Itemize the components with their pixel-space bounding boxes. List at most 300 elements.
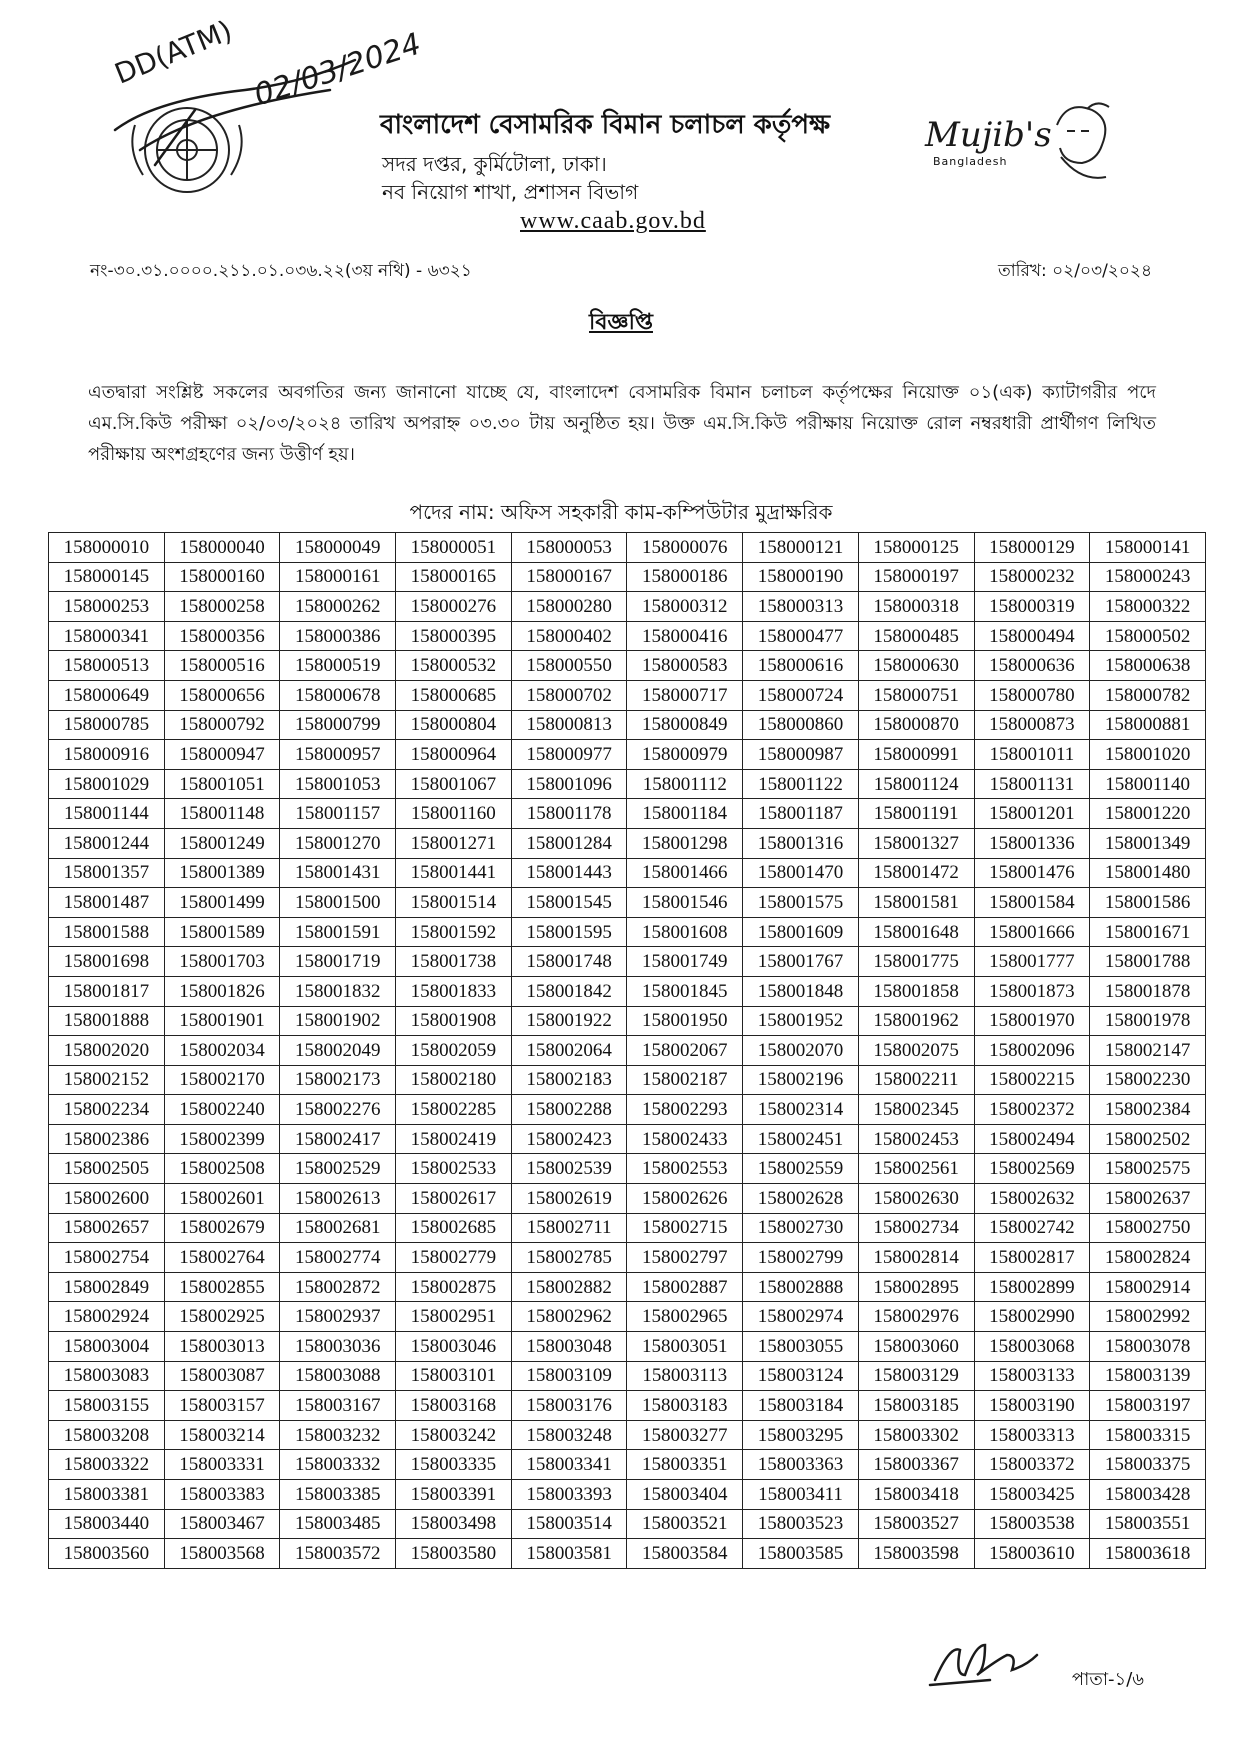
table-row [49, 740, 1206, 770]
roll-number-cell: 158001124 [858, 769, 974, 799]
roll-number-cell: 158001591 [280, 917, 396, 947]
roll-number-cell: 158003176 [511, 1391, 627, 1421]
roll-number-cell: 158000386 [280, 621, 396, 651]
roll-number-cell: 158002974 [743, 1302, 859, 1332]
roll-number-cell: 158002730 [743, 1213, 859, 1243]
roll-number-cell: 158001922 [511, 1006, 627, 1036]
roll-number-cell: 158002187 [627, 1065, 743, 1095]
roll-number-cell: 158000040 [164, 533, 280, 563]
roll-number-cell: 158000145 [49, 562, 165, 592]
roll-number-cell: 158003485 [280, 1509, 396, 1539]
table-row [49, 1213, 1206, 1243]
roll-number-cell: 158000322 [1090, 592, 1206, 622]
roll-number-cell: 158001817 [49, 976, 165, 1006]
roll-number-cell: 158000636 [974, 651, 1090, 681]
roll-number-cell: 158000804 [396, 710, 512, 740]
roll-number-cell: 158003208 [49, 1420, 165, 1450]
roll-number-cell: 158002715 [627, 1213, 743, 1243]
roll-number-cell: 158001140 [1090, 769, 1206, 799]
table-row [49, 917, 1206, 947]
roll-number-cell: 158001952 [743, 1006, 859, 1036]
roll-number-cell: 158002817 [974, 1243, 1090, 1273]
roll-number-cell: 158001270 [280, 828, 396, 858]
roll-number-cell: 158003214 [164, 1420, 280, 1450]
roll-number-cell: 158001476 [974, 858, 1090, 888]
table-row [49, 1036, 1206, 1066]
roll-number-cell: 158003046 [396, 1332, 512, 1362]
roll-number-cell: 158000232 [974, 562, 1090, 592]
roll-number-cell: 158000485 [858, 621, 974, 651]
roll-number-cell: 158002173 [280, 1065, 396, 1095]
roll-number-cell: 158003302 [858, 1420, 974, 1450]
roll-number-cell: 158001666 [974, 917, 1090, 947]
roll-number-table [48, 532, 1206, 1569]
roll-number-cell: 158002779 [396, 1243, 512, 1273]
roll-number-cell: 158000991 [858, 740, 974, 770]
table-row [49, 858, 1206, 888]
roll-number-cell: 158003068 [974, 1332, 1090, 1362]
roll-number-cell: 158000262 [280, 592, 396, 622]
roll-number-cell: 158000395 [396, 621, 512, 651]
table-row [49, 680, 1206, 710]
roll-number-cell: 158000702 [511, 680, 627, 710]
roll-number-cell: 158000049 [280, 533, 396, 563]
roll-number-cell: 158001020 [1090, 740, 1206, 770]
table-row [49, 769, 1206, 799]
roll-number-cell: 158002785 [511, 1243, 627, 1273]
roll-number-cell: 158003101 [396, 1361, 512, 1391]
roll-number-cell: 158003155 [49, 1391, 165, 1421]
roll-number-cell: 158002965 [627, 1302, 743, 1332]
roll-number-cell: 158002797 [627, 1243, 743, 1273]
table-row [49, 1450, 1206, 1480]
roll-number-cell: 158001703 [164, 947, 280, 977]
roll-number-cell: 158002372 [974, 1095, 1090, 1125]
roll-number-cell: 158002502 [1090, 1124, 1206, 1154]
roll-number-cell: 158001845 [627, 976, 743, 1006]
table-row [49, 1095, 1206, 1125]
roll-number-cell: 158002711 [511, 1213, 627, 1243]
roll-number-cell: 158002180 [396, 1065, 512, 1095]
roll-number-cell: 158003585 [743, 1539, 859, 1569]
roll-number-cell: 158003184 [743, 1391, 859, 1421]
roll-number-cell: 158001029 [49, 769, 165, 799]
roll-number-cell: 158001431 [280, 858, 396, 888]
roll-number-cell: 158002914 [1090, 1272, 1206, 1302]
roll-number-cell: 158001888 [49, 1006, 165, 1036]
roll-number-cell: 158003295 [743, 1420, 859, 1450]
roll-number-cell: 158003088 [280, 1361, 396, 1391]
roll-number-cell: 158002895 [858, 1272, 974, 1302]
roll-number-cell: 158002937 [280, 1302, 396, 1332]
notice-body: এতদ্বারা সংশ্লিষ্ট সকলের অবগতির জন্য জানানো যাচ্ছে যে, বাংলাদেশ বেসামরিক বিমান চলাচল কর্তৃপক্ষের নিয়োক্ত ০১(এক) ক্যাটাগরীর পদে এম.সি.কিউ পরীক্ষা ০২/০৩/২০২৪ তারিখ অপরাহ্ন ০৩.৩০ টায় অনুষ্ঠিত হয়। উক্ত এম.সি.কিউ পরীক্ষায় নিয়োক্ত রোল নম্বরধারী প্রার্থীগণ লিখিত পরীক্ষায় অংশগ্রহণের জন্য উত্তীর্ণ হয়। [88, 382, 1156, 465]
table-row [49, 976, 1206, 1006]
roll-number-cell: 158000685 [396, 680, 512, 710]
roll-number-cell: 158003351 [627, 1450, 743, 1480]
roll-number-cell: 158002637 [1090, 1184, 1206, 1214]
roll-number-cell: 158001184 [627, 799, 743, 829]
table-row [49, 1154, 1206, 1184]
roll-number-cell: 158002976 [858, 1302, 974, 1332]
roll-number-cell: 158001748 [511, 947, 627, 977]
roll-number-cell: 158002619 [511, 1184, 627, 1214]
logo-text: Mujib's [925, 115, 1052, 155]
roll-number-cell: 158001327 [858, 828, 974, 858]
roll-number-cell: 158003425 [974, 1480, 1090, 1510]
roll-number-cell: 158001011 [974, 740, 1090, 770]
roll-number-cell: 158000416 [627, 621, 743, 651]
table-row [49, 592, 1206, 622]
roll-number-cell: 158002285 [396, 1095, 512, 1125]
roll-number-cell: 158001588 [49, 917, 165, 947]
roll-number-cell: 158001545 [511, 888, 627, 918]
roll-number-cell: 158002990 [974, 1302, 1090, 1332]
roll-number-cell: 158002211 [858, 1065, 974, 1095]
roll-number-cell: 158002626 [627, 1184, 743, 1214]
roll-number-cell: 158002750 [1090, 1213, 1206, 1243]
table-row [49, 1420, 1206, 1450]
roll-number-cell: 158001648 [858, 917, 974, 947]
table-row [49, 1272, 1206, 1302]
roll-number-cell: 158001609 [743, 917, 859, 947]
roll-number-cell: 158001848 [743, 976, 859, 1006]
mujibs-bangladesh-logo [925, 95, 1115, 185]
roll-number-cell: 158003004 [49, 1332, 165, 1362]
roll-number-cell: 158001608 [627, 917, 743, 947]
roll-number-cell: 158003618 [1090, 1539, 1206, 1569]
roll-number-cell: 158000964 [396, 740, 512, 770]
roll-number-cell: 158001480 [1090, 858, 1206, 888]
roll-number-cell: 158002533 [396, 1154, 512, 1184]
roll-number-cell: 158003168 [396, 1391, 512, 1421]
roll-number-cell: 158003335 [396, 1450, 512, 1480]
roll-number-cell: 158003315 [1090, 1420, 1206, 1450]
table-row [49, 621, 1206, 651]
roll-number-cell: 158003498 [396, 1509, 512, 1539]
table-row [49, 1302, 1206, 1332]
roll-number-cell: 158003581 [511, 1539, 627, 1569]
roll-number-cell: 158001584 [974, 888, 1090, 918]
roll-number-cell: 158002925 [164, 1302, 280, 1332]
roll-number-cell: 158000319 [974, 592, 1090, 622]
table-row [49, 1184, 1206, 1214]
roll-number-cell: 158001788 [1090, 947, 1206, 977]
roll-number-cell: 158000782 [1090, 680, 1206, 710]
roll-number-cell: 158001832 [280, 976, 396, 1006]
roll-number-cell: 158003183 [627, 1391, 743, 1421]
roll-number-cell: 158002020 [49, 1036, 165, 1066]
roll-number-cell: 158003109 [511, 1361, 627, 1391]
roll-number-cell: 158000258 [164, 592, 280, 622]
logo-subtext: Bangladesh [933, 155, 1008, 168]
roll-number-cell: 158002559 [743, 1154, 859, 1184]
table-row [49, 828, 1206, 858]
roll-number-cell: 158000947 [164, 740, 280, 770]
roll-number-cell: 158003514 [511, 1509, 627, 1539]
roll-number-cell: 158002059 [396, 1036, 512, 1066]
roll-number-cell: 158002070 [743, 1036, 859, 1066]
roll-number-cell: 158000638 [1090, 651, 1206, 681]
roll-number-cell: 158002152 [49, 1065, 165, 1095]
roll-number-cell: 158000513 [49, 651, 165, 681]
roll-number-cell: 158003331 [164, 1450, 280, 1480]
roll-number-cell: 158000010 [49, 533, 165, 563]
table-row [49, 1065, 1206, 1095]
roll-number-cell: 158001586 [1090, 888, 1206, 918]
org-name: বাংলাদেশ বেসামরিক বিমান চলাচল কর্তৃপক্ষ [380, 110, 831, 140]
roll-number-cell: 158003367 [858, 1450, 974, 1480]
roll-number-cell: 158001466 [627, 858, 743, 888]
roll-number-cell: 158001589 [164, 917, 280, 947]
roll-number-cell: 158000751 [858, 680, 974, 710]
roll-number-cell: 158001298 [627, 828, 743, 858]
roll-number-cell: 158003051 [627, 1332, 743, 1362]
roll-number-cell: 158001962 [858, 1006, 974, 1036]
roll-number-cell: 158001749 [627, 947, 743, 977]
roll-number-cell: 158003372 [974, 1450, 1090, 1480]
roll-number-cell: 158000276 [396, 592, 512, 622]
roll-number-cell: 158001336 [974, 828, 1090, 858]
roll-number-cell: 158000717 [627, 680, 743, 710]
roll-number-cell: 158003197 [1090, 1391, 1206, 1421]
roll-number-cell: 158001470 [743, 858, 859, 888]
roll-number-cell: 158000402 [511, 621, 627, 651]
roll-number-cell: 158000318 [858, 592, 974, 622]
roll-number-cell: 158003393 [511, 1480, 627, 1510]
roll-number-cell: 158002505 [49, 1154, 165, 1184]
table-row [49, 1539, 1206, 1569]
roll-number-cell: 158001950 [627, 1006, 743, 1036]
table-row [49, 799, 1206, 829]
roll-number-cell: 158002924 [49, 1302, 165, 1332]
roll-number-cell: 158000957 [280, 740, 396, 770]
roll-number-cell: 158002183 [511, 1065, 627, 1095]
roll-number-cell: 158000502 [1090, 621, 1206, 651]
roll-number-cell: 158002754 [49, 1243, 165, 1273]
roll-number-cell: 158000160 [164, 562, 280, 592]
roll-number-cell: 158001738 [396, 947, 512, 977]
roll-number-cell: 158003341 [511, 1450, 627, 1480]
roll-number-cell: 158003572 [280, 1539, 396, 1569]
roll-number-cell: 158002345 [858, 1095, 974, 1125]
roll-number-cell: 158002034 [164, 1036, 280, 1066]
roll-number-cell: 158003385 [280, 1480, 396, 1510]
post-name: পদের নাম: অফিস সহকারী কাম-কম্পিউটার মুদ্রাক্ষরিক [409, 500, 833, 524]
roll-number-cell: 158003363 [743, 1450, 859, 1480]
roll-number-cell: 158002064 [511, 1036, 627, 1066]
handwritten-date: 02/03/2024 [250, 26, 426, 114]
roll-number-cell: 158003036 [280, 1332, 396, 1362]
roll-number-cell: 158002386 [49, 1124, 165, 1154]
notice-title [0, 305, 1242, 342]
roll-number-cell: 158000977 [511, 740, 627, 770]
table-row [49, 1124, 1206, 1154]
roll-number-cell: 158001873 [974, 976, 1090, 1006]
roll-number-cell: 158002764 [164, 1243, 280, 1273]
roll-number-cell: 158003078 [1090, 1332, 1206, 1362]
roll-number-cell: 158000197 [858, 562, 974, 592]
roll-number-cell: 158001178 [511, 799, 627, 829]
table-row [49, 1391, 1206, 1421]
roll-number-cell: 158002575 [1090, 1154, 1206, 1184]
roll-number-cell: 158002887 [627, 1272, 743, 1302]
roll-number-cell: 158002451 [743, 1124, 859, 1154]
roll-number-cell: 158001191 [858, 799, 974, 829]
roll-number-cell: 158000129 [974, 533, 1090, 563]
table-row [49, 710, 1206, 740]
roll-number-cell: 158001472 [858, 858, 974, 888]
roll-number-cell: 158002888 [743, 1272, 859, 1302]
roll-number-cell: 158003375 [1090, 1450, 1206, 1480]
roll-number-cell: 158001487 [49, 888, 165, 918]
roll-number-cell: 158002814 [858, 1243, 974, 1273]
roll-number-cell: 158002419 [396, 1124, 512, 1154]
roll-number-cell: 158003087 [164, 1361, 280, 1391]
roll-number-cell: 158001833 [396, 976, 512, 1006]
roll-number-cell: 158003404 [627, 1480, 743, 1510]
roll-number-cell: 158003313 [974, 1420, 1090, 1450]
roll-number-cell: 158002417 [280, 1124, 396, 1154]
table-row [49, 562, 1206, 592]
website-link[interactable]: www.caab.gov.bd [520, 208, 706, 234]
roll-number-cell: 158000167 [511, 562, 627, 592]
roll-number-cell: 158003598 [858, 1539, 974, 1569]
roll-number-cell: 158002067 [627, 1036, 743, 1066]
roll-number-cell: 158001053 [280, 769, 396, 799]
roll-number-cell: 158001441 [396, 858, 512, 888]
roll-number-cell: 158003157 [164, 1391, 280, 1421]
org-section: নব নিয়োগ শাখা, প্রশাসন বিভাগ [382, 180, 639, 204]
roll-number-cell: 158000356 [164, 621, 280, 651]
roll-number-cell: 158002962 [511, 1302, 627, 1332]
roll-number-cell: 158003527 [858, 1509, 974, 1539]
roll-number-cell: 158002196 [743, 1065, 859, 1095]
roll-number-cell: 158001775 [858, 947, 974, 977]
roll-number-cell: 158001575 [743, 888, 859, 918]
roll-number-cell: 158001220 [1090, 799, 1206, 829]
roll-number-cell: 158002529 [280, 1154, 396, 1184]
table-row [49, 533, 1206, 563]
roll-number-cell: 158001357 [49, 858, 165, 888]
roll-number-cell: 158002855 [164, 1272, 280, 1302]
roll-number-cell: 158003055 [743, 1332, 859, 1362]
roll-number-cell: 158002147 [1090, 1036, 1206, 1066]
table-row [49, 1243, 1206, 1273]
roll-number-cell: 158001777 [974, 947, 1090, 977]
roll-number-cell: 158000076 [627, 533, 743, 563]
roll-number-cell: 158003560 [49, 1539, 165, 1569]
roll-number-cell: 158000165 [396, 562, 512, 592]
roll-number-cell: 158001767 [743, 947, 859, 977]
roll-number-cell: 158000477 [743, 621, 859, 651]
roll-number-cell: 158000630 [858, 651, 974, 681]
roll-number-cell: 158003551 [1090, 1509, 1206, 1539]
signature [925, 1635, 1045, 1695]
roll-number-cell: 158002681 [280, 1213, 396, 1243]
roll-number-cell: 158003411 [743, 1480, 859, 1510]
roll-number-cell: 158000494 [974, 621, 1090, 651]
roll-number-cell: 158000516 [164, 651, 280, 681]
roll-number-cell: 158002276 [280, 1095, 396, 1125]
roll-number-cell: 158001581 [858, 888, 974, 918]
roll-number-cell: 158001908 [396, 1006, 512, 1036]
roll-number-cell: 158000121 [743, 533, 859, 563]
roll-number-cell: 158000053 [511, 533, 627, 563]
roll-number-cell: 158001671 [1090, 917, 1206, 947]
page-number: পাতা-১/৬ [1071, 1669, 1144, 1690]
roll-number-cell: 158000313 [743, 592, 859, 622]
roll-number-cell: 158003428 [1090, 1480, 1206, 1510]
roll-number-cell: 158001187 [743, 799, 859, 829]
roll-number-cell: 158003610 [974, 1539, 1090, 1569]
roll-number-cell: 158002734 [858, 1213, 974, 1243]
roll-number-cell: 158002951 [396, 1302, 512, 1332]
roll-number-cell: 158003523 [743, 1509, 859, 1539]
roll-number-cell: 158003139 [1090, 1361, 1206, 1391]
roll-number-cell: 158000243 [1090, 562, 1206, 592]
roll-number-cell: 158002453 [858, 1124, 974, 1154]
portrait-sketch-icon [1037, 95, 1117, 185]
roll-number-cell: 158001201 [974, 799, 1090, 829]
roll-number-cell: 158001698 [49, 947, 165, 977]
roll-number-cell: 158002561 [858, 1154, 974, 1184]
roll-number-cell: 158001249 [164, 828, 280, 858]
roll-number-cell: 158000649 [49, 680, 165, 710]
table-row [49, 651, 1206, 681]
roll-number-cell: 158003580 [396, 1539, 512, 1569]
roll-number-cell: 158001131 [974, 769, 1090, 799]
roll-number-cell: 158003113 [627, 1361, 743, 1391]
table-row [49, 1480, 1206, 1510]
roll-number-cell: 158001546 [627, 888, 743, 918]
roll-number-cell: 158002049 [280, 1036, 396, 1066]
roll-number-cell: 158001160 [396, 799, 512, 829]
roll-table-body [49, 533, 1206, 1569]
roll-number-cell: 158001858 [858, 976, 974, 1006]
roll-number-cell: 158002849 [49, 1272, 165, 1302]
roll-number-cell: 158002539 [511, 1154, 627, 1184]
roll-number-cell: 158002872 [280, 1272, 396, 1302]
roll-number-cell: 158003083 [49, 1361, 165, 1391]
roll-number-cell: 158003584 [627, 1539, 743, 1569]
roll-number-cell: 158000280 [511, 592, 627, 622]
roll-number-cell: 158002628 [743, 1184, 859, 1214]
roll-number-cell: 158001826 [164, 976, 280, 1006]
roll-number-cell: 158001595 [511, 917, 627, 947]
roll-number-cell: 158003383 [164, 1480, 280, 1510]
roll-number-cell: 158003467 [164, 1509, 280, 1539]
roll-number-cell: 158002799 [743, 1243, 859, 1273]
roll-number-cell: 158003124 [743, 1361, 859, 1391]
roll-number-cell: 158003232 [280, 1420, 396, 1450]
roll-number-cell: 158001244 [49, 828, 165, 858]
roll-number-cell: 158000678 [280, 680, 396, 710]
roll-number-cell: 158002234 [49, 1095, 165, 1125]
roll-number-cell: 158002613 [280, 1184, 396, 1214]
roll-number-cell: 158002657 [49, 1213, 165, 1243]
roll-number-cell: 158002494 [974, 1124, 1090, 1154]
roll-number-cell: 158001902 [280, 1006, 396, 1036]
roll-number-cell: 158002240 [164, 1095, 280, 1125]
roll-number-cell: 158000849 [627, 710, 743, 740]
roll-number-cell: 158002774 [280, 1243, 396, 1273]
roll-number-cell: 158001978 [1090, 1006, 1206, 1036]
roll-number-cell: 158001878 [1090, 976, 1206, 1006]
roll-number-cell: 158001970 [974, 1006, 1090, 1036]
roll-number-cell: 158000253 [49, 592, 165, 622]
roll-number-cell: 158003048 [511, 1332, 627, 1362]
roll-number-cell: 158001499 [164, 888, 280, 918]
